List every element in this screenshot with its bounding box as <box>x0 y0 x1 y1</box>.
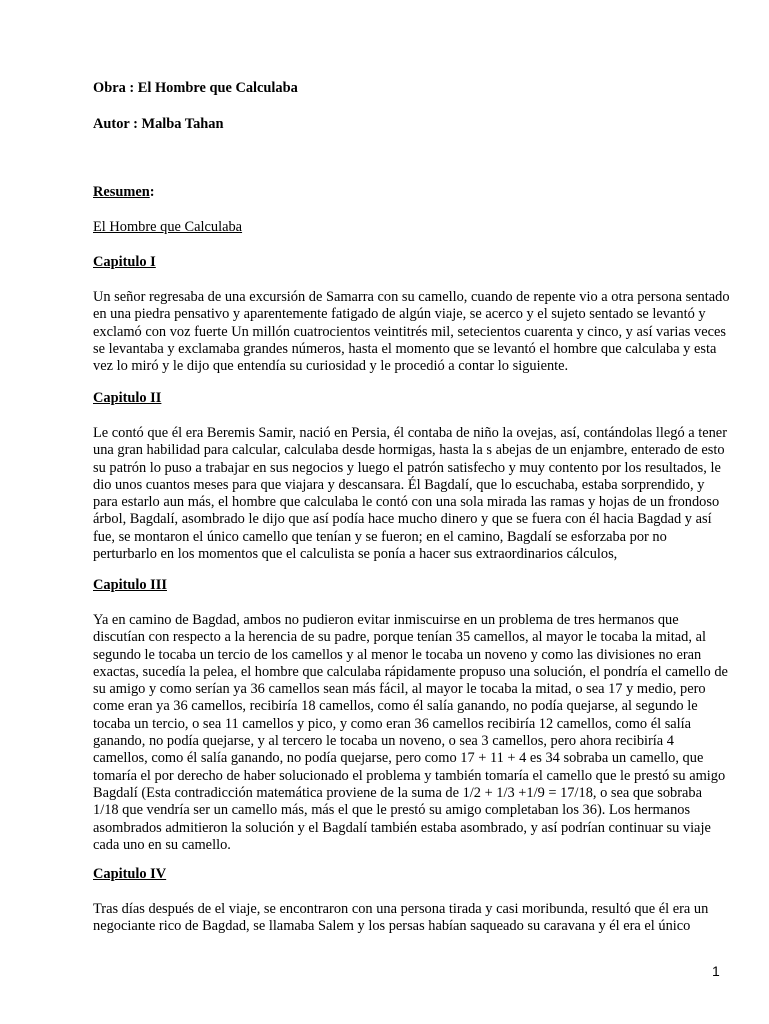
text-line: una gran habilidad para calcular, calculaba desde hormigas, hasta la s abejas de un enjambre, enterado de esto <box>93 442 725 459</box>
chapter-body <box>93 901 708 936</box>
text-line: exclamó con voz fuerte Un millón cuatrocientos veintitrés mil, setecientos cuarenta y cinco, y así varias veces <box>93 323 726 340</box>
text-line: Un señor regresaba de una excursión de Samarra con su camello, cuando de repente vio a otra persona sentado <box>93 289 730 305</box>
text-line: asombrados admitieron la solución y el Bagdalí también estaba asombrado, y así podrían continuar su viaje <box>93 819 711 836</box>
text-line: se levantaba y exclamaba grandes números, hasta el momento que se levantó el hombre que calculaba y esta <box>93 340 717 357</box>
text-line: para estarlo aun más, el hombre que calculaba le contó con una sola mirada las ramas y hojas de un frondoso <box>93 494 720 511</box>
author-line: Autor : Malba Tahan <box>93 116 224 132</box>
text-line: fue, se montaron el único camello que tenían y se fueron; en el camino, Bagdalí se esforzaba por no <box>93 528 667 545</box>
summary-heading-colon: : <box>149 184 155 200</box>
text-line: camellos, como él salía ganando, no podía quejarse, pero como 17 + 11 + 4 es 34 sobraba un camello, que <box>93 750 704 767</box>
chapter-title: Capitulo I <box>93 254 156 270</box>
text-line: 1/18 que vendría ser un camello más, más el que le prestó su amigo completaban los 36). Los hermanos <box>93 802 691 819</box>
chapter-title: Capitulo IV <box>93 866 167 882</box>
text-line: tocaba un tercio, o sea 11 camellos y pico, y como eran 36 camellos recibiría 12 camellos, como él salía <box>93 715 692 732</box>
text-line: en una piedra pensativo y aparentemente fatigado de algún viaje, se acerco y el sujeto sentado se levantó y <box>93 306 706 323</box>
text-line: negociante rico de Bagdad, se llamaba Salem y los persas habían saqueado su caravana y él era el único <box>93 918 691 935</box>
text-line: dio unos cuantos meses para que viajara y descansara. Él Bagdalí, que lo escuchaba, estaba sorprendido, y <box>93 476 705 493</box>
page-number: 1 <box>712 963 720 979</box>
text-line: Tras días después de el viaje, se encontraron con una persona tirada y casi moribunda, resultó que él era un <box>93 901 709 917</box>
chapter-body <box>93 425 727 563</box>
chapter-body <box>93 289 730 375</box>
text-line: su patrón lo puso a trabajar en sus negocios y luego el patrón satisfecho y muy contento por los resultados, le <box>93 459 721 476</box>
text-line: Ya en camino de Bagdad, ambos no pudieron evitar inmiscuirse en un problema de tres hermanos que <box>93 612 679 628</box>
text-line: cada uno en su camello. <box>93 836 231 853</box>
summary-subtitle: El Hombre que Calculaba <box>93 219 243 235</box>
text-line: exactas, sucedía la pelea, el hombre que calculaba rápidamente propuso una solución, el pondría el camello de <box>93 663 728 680</box>
text-line: segundo le tocaba un tercio de los camellos y al menor le tocaba un noveno y como las divisiones no eran <box>93 646 702 663</box>
text-line: Le contó que él era Beremis Samir, nació en Persia, él contaba de niño la ovejas, así, contándolas llegó a tener <box>93 425 727 441</box>
text-line: su amigo y como serían ya 36 camellos sean más fácil, al mayor le tocaba la mitad, o sea 17 y medio, pero <box>93 681 706 698</box>
text-line: Bagdalí (Esta contradicción matemática proviene de la suma de 1/2 + 1/3 +1/9 = 17/18, o sea que sobraba <box>93 784 702 801</box>
text-line: vez lo miró y le dijo que entendía su curiosidad y le procedió a contar lo siguiente. <box>93 358 569 375</box>
chapter-body <box>93 612 728 854</box>
text-line: árbol, Bagdalí, asombrado le dijo que así podía hace mucho dinero y que se fuera con él hacia Bagdad y así <box>93 511 712 528</box>
text-line: ganando, no podía quejarse, y al tercero le tocaba un noveno, o sea 3 camellos, pero ahora recibiría 4 <box>93 733 674 750</box>
text-line: come eran ya 36 camellos, recibiría 18 camellos, como él salía ganando, no podía quejarse, al segundo le <box>93 698 698 715</box>
text-line: discutían con respecto a la herencia de su padre, porque tenían 35 camellos, al mayor le tocaba la mitad, al <box>93 629 706 646</box>
chapter-title: Capitulo III <box>93 577 167 593</box>
summary-heading <box>93 184 155 201</box>
chapter-title: Capitulo II <box>93 390 162 406</box>
summary-heading-text: Resumen <box>93 184 150 200</box>
text-line: perturbarlo en los momentos que el calculista se ponía a hacer sus extraordinarios cálculos, <box>93 546 618 563</box>
text-line: tomaría el por derecho de haber solucionado el problema y también tomaría el camello que le prestó su amigo <box>93 767 726 784</box>
work-title: Obra : El Hombre que Calculaba <box>93 80 298 96</box>
